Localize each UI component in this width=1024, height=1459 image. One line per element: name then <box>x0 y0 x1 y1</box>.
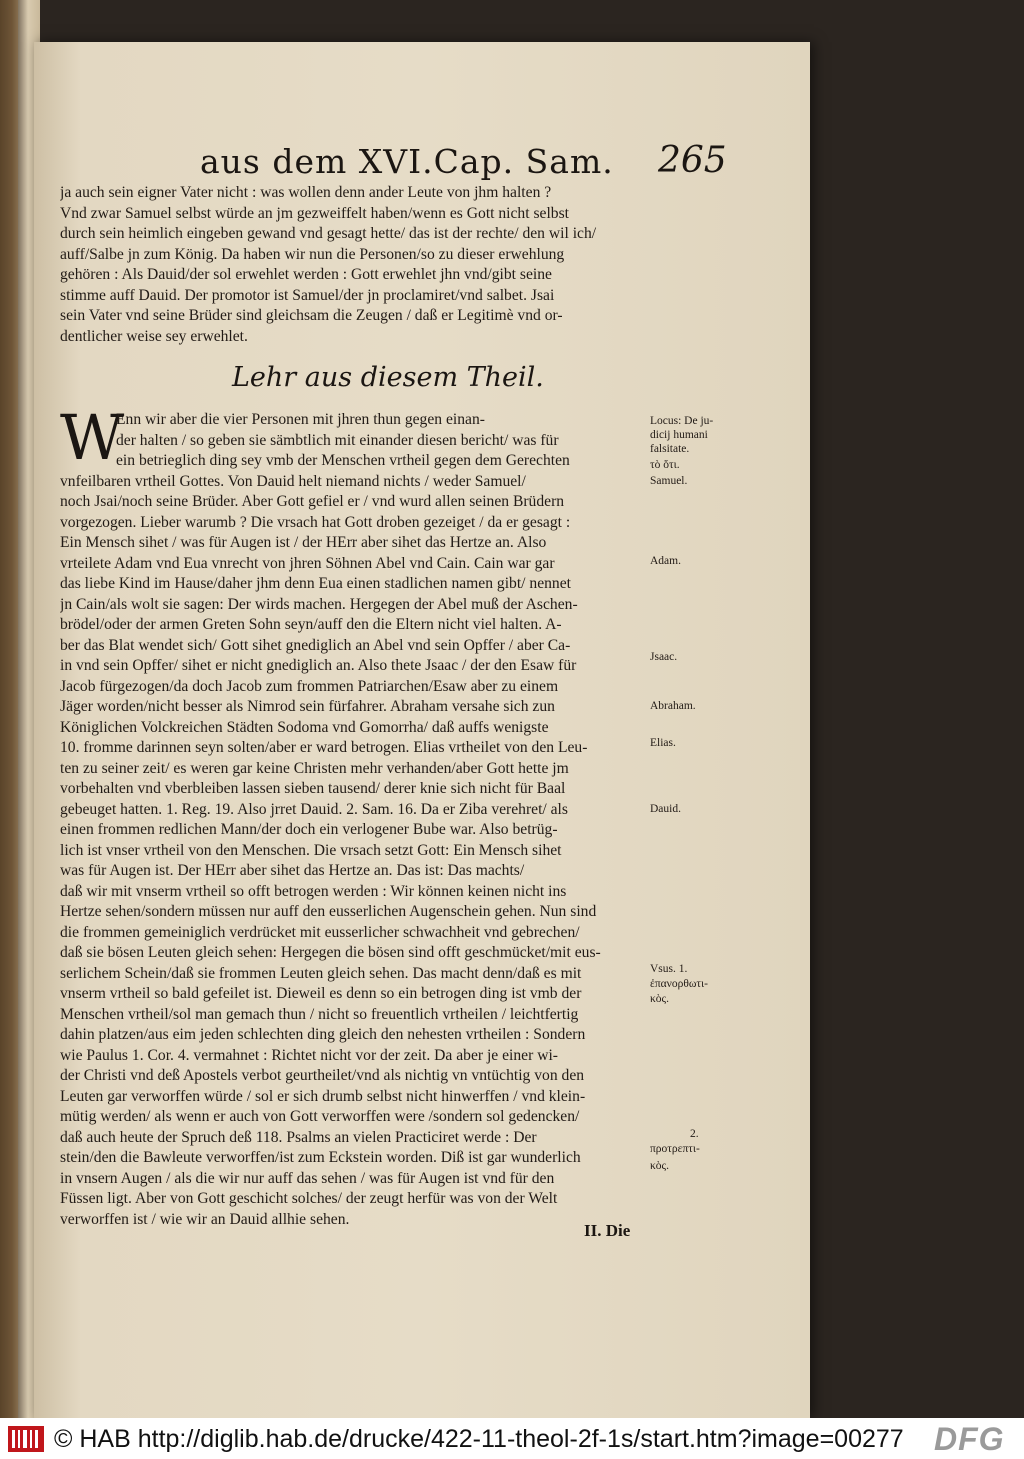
text-line: Königlichen Volckreichen Städten Sodoma vnd Gomorrha/ daß auffs wenigste <box>60 718 549 736</box>
text-line: jn Cain/als wolt sie sagen: Der wirds machen. Hergegen der Abel muß der Aschen- <box>60 595 578 613</box>
text-line: vorbehalten vnd vberbleiben lassen sieben tausend/ derer knie sich nicht für Baal <box>60 780 566 797</box>
text-line: vorgezogen. Lieber warumb ? Die vrsach hat Gott droben gezeiget / da er gesagt : <box>60 513 571 531</box>
margin-note: Vsus. 1. <box>650 963 688 975</box>
text-line: mütig werden/ als wenn er auch von Gott verworffen were /sondern sol gedencken/ <box>60 1108 580 1125</box>
margin-note: Samuel. <box>650 475 688 487</box>
margin-note: Jsaac. <box>650 651 678 663</box>
text-line: vnserm vrtheil so bald gefeilet ist. Dieweil es denn so ein betrogen ding ist vmb der <box>60 985 582 1002</box>
barcode-icon <box>6 1424 46 1454</box>
spine-binding <box>0 0 18 1418</box>
margin-note: 2. <box>690 1128 699 1140</box>
dfg-logo: DFG <box>934 1421 1005 1457</box>
text-line: ein betrieglich ding sey vmb der Menschen vrtheil gegen dem Gerechten <box>116 452 570 469</box>
text-line: der Christi vnd deß Apostels verbot geurtheilet/vnd als nichtig vn vntüchtig von den <box>60 1067 585 1084</box>
text-line: was für Augen ist. Der HErr aber sihet das Hertze an. Das ist: Das machts/ <box>60 862 525 879</box>
text-line: lich ist vnser vrtheil von den Menschen. Die vrsach setzt Gott: Ein Mensch sihet <box>60 841 562 859</box>
text-line: 10. fromme darinnen seyn solten/aber er ward betrogen. Elias vrtheilet von den Leu- <box>60 739 588 756</box>
margin-note: dicij humani <box>650 429 708 441</box>
text-line: vrteilete Adam vnd Eua vnrecht von jhren Söhnen Abel vnd Cain. Cain war gar <box>60 554 555 572</box>
text-line: durch sein heimlich eingeben gewand vnd gesagt hette/ das ist der rechte/ den wil ich/ <box>60 225 597 242</box>
text-line: vnfeilbaren vrtheil Gottes. Von Dauid helt niemand nichts / weder Samuel/ <box>60 472 526 490</box>
drop-capital: W <box>60 401 124 474</box>
text-line: Jäger worden/nicht besser als Nimrod sein fürfahrer. Abraham versahe sich zun <box>60 698 555 715</box>
text-line: daß wir mit vnserm vrtheil so offt betrogen werden : Wir können keinen nicht ins <box>60 882 567 900</box>
text-line: sein Vater vnd seine Brüder sind gleichsam die Zeugen / daß er Legitimè vnd or- <box>60 307 563 324</box>
text-line: die frommen gemeiniglich verdrücket mit eusserlicher schwachheit vnd gebrechen/ <box>60 923 580 941</box>
margin-note: Adam. <box>650 555 681 567</box>
margin-note: Abraham. <box>650 700 696 712</box>
catchword: II. Die <box>584 1221 631 1240</box>
page-number: 265 <box>658 140 727 181</box>
text-line: daß sie bösen Leuten gleich sehen: Hergegen die bösen sind offt geschmücket/mit eus- <box>60 944 601 961</box>
paragraph-2 <box>60 410 650 1230</box>
text-line: stein/den die Bawleute verworffen/ist zum Eckstein worden. Diß ist gar wunderlich <box>60 1149 581 1166</box>
text-line: Füssen ligt. Aber von Gott geschicht solches/ der zeugt herfür was von der Welt <box>60 1190 558 1207</box>
source-url[interactable]: © HAB http://diglib.hab.de/drucke/422-11-theol-2f-1s/start.htm?image=00277 <box>54 1425 904 1453</box>
text-line: gehören : Als Dauid/der sol erwehlet werden : Gott erwehlet jhn vnd/gibt seine <box>60 266 552 283</box>
margin-note: falsitate. <box>650 443 690 455</box>
margin-note: Dauid. <box>650 803 681 815</box>
section-heading: Lehr aus diesem Theil. <box>232 362 544 393</box>
text-line: das liebe Kind im Hause/daher jhm denn Eua einen stadlichen namen gibt/ nennet <box>60 575 571 592</box>
margin-note: ἐπανορθωτι- <box>650 978 708 990</box>
margin-note: Locus: De ju- <box>650 415 714 427</box>
text-line: ja auch sein eigner Vater nicht : was wollen denn ander Leute von jhm halten ? <box>60 184 552 201</box>
text-line: gebeuget hatten. 1. Reg. 19. Also jrret Dauid. 2. Sam. 16. Da er Ziba verehret/ als <box>60 800 568 818</box>
text-line: Jacob fürgezogen/da doch Jacob zum frommen Patriarchen/Esaw aber zu einem <box>60 677 559 695</box>
text-line: Hertze sehen/sondern müssen nur auff den eusserlichen Augenschein gehen. Nun sind <box>60 903 597 920</box>
text-line: in vnd sein Opffer/ sihet er nicht gnediglich an. Also thete Jsaac / der den Esaw für <box>60 657 577 674</box>
text-line: der halten / so geben sie sämbtlich mit einander diesen bericht/ was für <box>116 431 559 449</box>
text-line: Ein Mensch sihet / was für Augen ist / der HErr aber sihet das Hertze an. Also <box>60 534 547 551</box>
margin-note: προτρεπτι- <box>650 1143 700 1155</box>
margin-note: κὸς. <box>650 993 669 1005</box>
text-line: noch Jsai/noch seine Brüder. Aber Gott gefiel er / vnd wurd allen seinen Brüdern <box>60 493 565 510</box>
text-line: serlichem Schein/daß sie frommen Leuten gleich sehen. Das macht denn/daß es mit <box>60 964 582 982</box>
footer-bar <box>0 1418 1024 1459</box>
margin-note: κὸς. <box>650 1160 669 1172</box>
running-head: aus dem XVI.Cap. Sam. <box>200 142 614 181</box>
text-line: Vnd zwar Samuel selbst würde an jm gezweiffelt haben/wenn es Gott nicht selbst <box>60 204 569 222</box>
text-line: Menschen vrtheil/sol man gemach thun / nicht so freuentlich vrtheilen / leichtfertig <box>60 1005 579 1023</box>
text-line: Leuten gar verworffen würde / sol er sich drumb selbst nicht hinwerffen / vnd klein- <box>60 1087 586 1105</box>
text-line: dentlicher weise sey erwehlet. <box>60 327 248 345</box>
text-line: daß auch heute der Spruch deß 118. Psalms an vielen Practiciret werde : Der <box>60 1128 537 1146</box>
margin-note: τὸ ὅτι. <box>650 459 680 471</box>
text-line: Enn wir aber die vier Personen mit jhren thun gegen einan- <box>116 411 485 428</box>
text-line: wie Paulus 1. Cor. 4. vermahnet : Richtet nicht vor der zeit. Da aber je einer wi- <box>60 1046 558 1064</box>
margin-note: Elias. <box>650 737 676 749</box>
text-line: in vnsern Augen / als die wir nur auff das sehen / was für Augen ist vnd für den <box>60 1169 555 1187</box>
text-line: brödel/oder der armen Greten Sohn seyn/auff den die Eltern nicht viel halten. A- <box>60 616 562 633</box>
text-line: ten zu seiner zeit/ es weren gar keine Christen mehr verhanden/aber Gott hette jm <box>60 759 569 777</box>
text-line: verworffen ist / wie wir an Dauid allhie sehen. <box>60 1210 350 1228</box>
text-line: dahin platzen/aus eim jeden schlechten ding gleich den nehesten vrtheilen : Sondern <box>60 1026 586 1043</box>
text-line: auff/Salbe jn zum König. Da haben wir nun die Personen/so zu dieser erwehlung <box>60 245 565 263</box>
text-line: einen frommen redlichen Mann/der doch ein verlogener Bube war. Also betrüg- <box>60 821 558 838</box>
text-line: stimme auff Dauid. Der promotor ist Samuel/der jn proclamiret/vnd salbet. Jsai <box>60 286 555 304</box>
text-line: ber das Blat wendet sich/ Gott sihet gnediglich an Abel vnd sein Opffer / aber Ca- <box>60 636 571 654</box>
paragraph-1 <box>60 183 650 347</box>
